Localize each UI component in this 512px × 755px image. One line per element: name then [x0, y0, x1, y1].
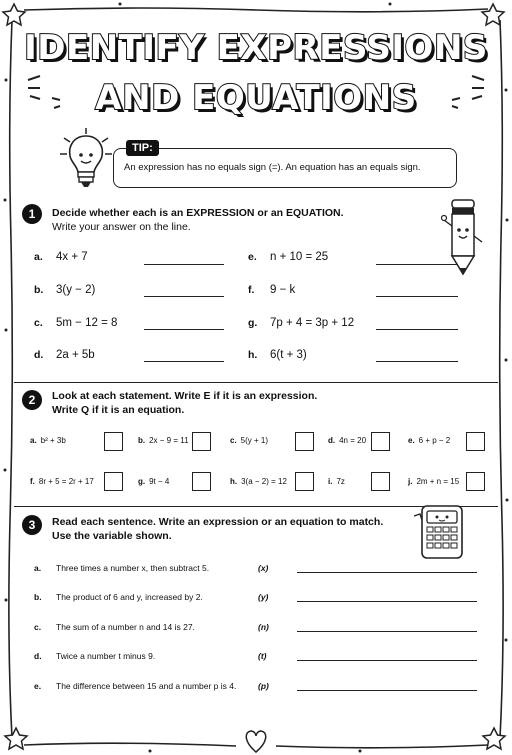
section-1-number: 1: [22, 204, 42, 224]
s2-item: c. 5(y + 1): [230, 436, 269, 445]
s2-item: a. b² + 3b: [30, 436, 66, 445]
s1-answer-line[interactable]: [144, 329, 224, 330]
section-1-instruction: Decide whether each is an EXPRESSION or an EQUATION. Write your answer on the line.: [52, 207, 344, 233]
s3-answer-line[interactable]: [297, 572, 477, 573]
s2-item: h. 3(a − 2) = 12: [230, 477, 287, 486]
section-divider: [14, 382, 498, 383]
s2-answer-box[interactable]: [466, 432, 485, 451]
s3-variable: (p): [258, 681, 269, 691]
s3-item: b. The product of 6 and y, increased by 2.: [34, 592, 203, 602]
s1-item: b. 3(y − 2): [34, 284, 96, 296]
s3-variable: (n): [258, 622, 269, 632]
s3-item: d. Twice a number t minus 9.: [34, 651, 156, 661]
tip-label: TIP:: [126, 140, 159, 156]
calculator-icon: [412, 502, 468, 560]
s3-answer-line[interactable]: [297, 631, 477, 632]
s3-answer-line[interactable]: [297, 601, 477, 602]
s2-answer-box[interactable]: [295, 472, 314, 491]
lightbulb-icon: [60, 128, 114, 194]
s2-item: g. 9t − 4: [138, 477, 170, 486]
s3-item: e. The difference between 15 and a number p is 4.: [34, 681, 237, 691]
page-title-line-1: IDENTIFY EXPRESSIONS: [24, 28, 488, 68]
s1-answer-line[interactable]: [144, 361, 224, 362]
s3-variable: (x): [258, 563, 269, 573]
s1-answer-line[interactable]: [376, 296, 458, 297]
s2-item: d. 4n = 20: [328, 436, 367, 445]
s2-answer-box[interactable]: [466, 472, 485, 491]
s2-answer-box[interactable]: [371, 432, 390, 451]
s1-answer-line[interactable]: [144, 264, 224, 265]
s3-variable: (y): [258, 592, 269, 602]
s2-item: i. 7z: [328, 477, 345, 486]
section-2-number: 2: [22, 390, 42, 410]
s2-answer-box[interactable]: [295, 432, 314, 451]
s1-item: d. 2a + 5b: [34, 349, 95, 361]
s2-item: j. 2m + n = 15: [408, 477, 460, 486]
s2-answer-box[interactable]: [104, 472, 123, 491]
s3-variable: (t): [258, 651, 267, 661]
s1-item: h. 6(t + 3): [248, 349, 307, 361]
s1-item: f. 9 − k: [248, 284, 296, 296]
s1-item: a. 4x + 7: [34, 251, 88, 263]
s1-answer-line[interactable]: [144, 296, 224, 297]
pencil-icon: [440, 196, 488, 280]
s2-item: b. 2x − 9 = 11: [138, 436, 189, 445]
section-3-number: 3: [22, 515, 42, 535]
s2-answer-box[interactable]: [192, 472, 211, 491]
s2-item: f. 8r + 5 = 2r + 17: [30, 477, 94, 486]
s2-answer-box[interactable]: [192, 432, 211, 451]
s3-answer-line[interactable]: [297, 690, 477, 691]
heart-icon: [246, 731, 265, 752]
s3-item: c. The sum of a number n and 14 is 27.: [34, 622, 195, 632]
s1-answer-line[interactable]: [376, 264, 458, 265]
s1-item: e. n + 10 = 25: [248, 251, 329, 263]
s1-answer-line[interactable]: [376, 361, 458, 362]
s1-item: g. 7p + 4 = 3p + 12: [248, 317, 355, 329]
section-3-instruction: Read each sentence. Write an expression or an equation to match. Use the variable shown.: [52, 516, 384, 542]
s2-item: e. 6 + p − 2: [408, 436, 451, 445]
s3-item: a. Three times a number x, then subtract 5.: [34, 563, 210, 573]
page-title-line-2: AND EQUATIONS: [95, 78, 417, 118]
s3-answer-line[interactable]: [297, 660, 477, 661]
section-2-instruction: Look at each statement. Write E if it is an expression. Write Q if it is an equation.: [52, 390, 318, 416]
tip-text: An expression has no equals sign (=). An equation has an equals sign.: [124, 162, 421, 173]
s2-answer-box[interactable]: [104, 432, 123, 451]
s2-answer-box[interactable]: [371, 472, 390, 491]
s1-item: c. 5m − 12 = 8: [34, 317, 118, 329]
s1-answer-line[interactable]: [376, 329, 458, 330]
